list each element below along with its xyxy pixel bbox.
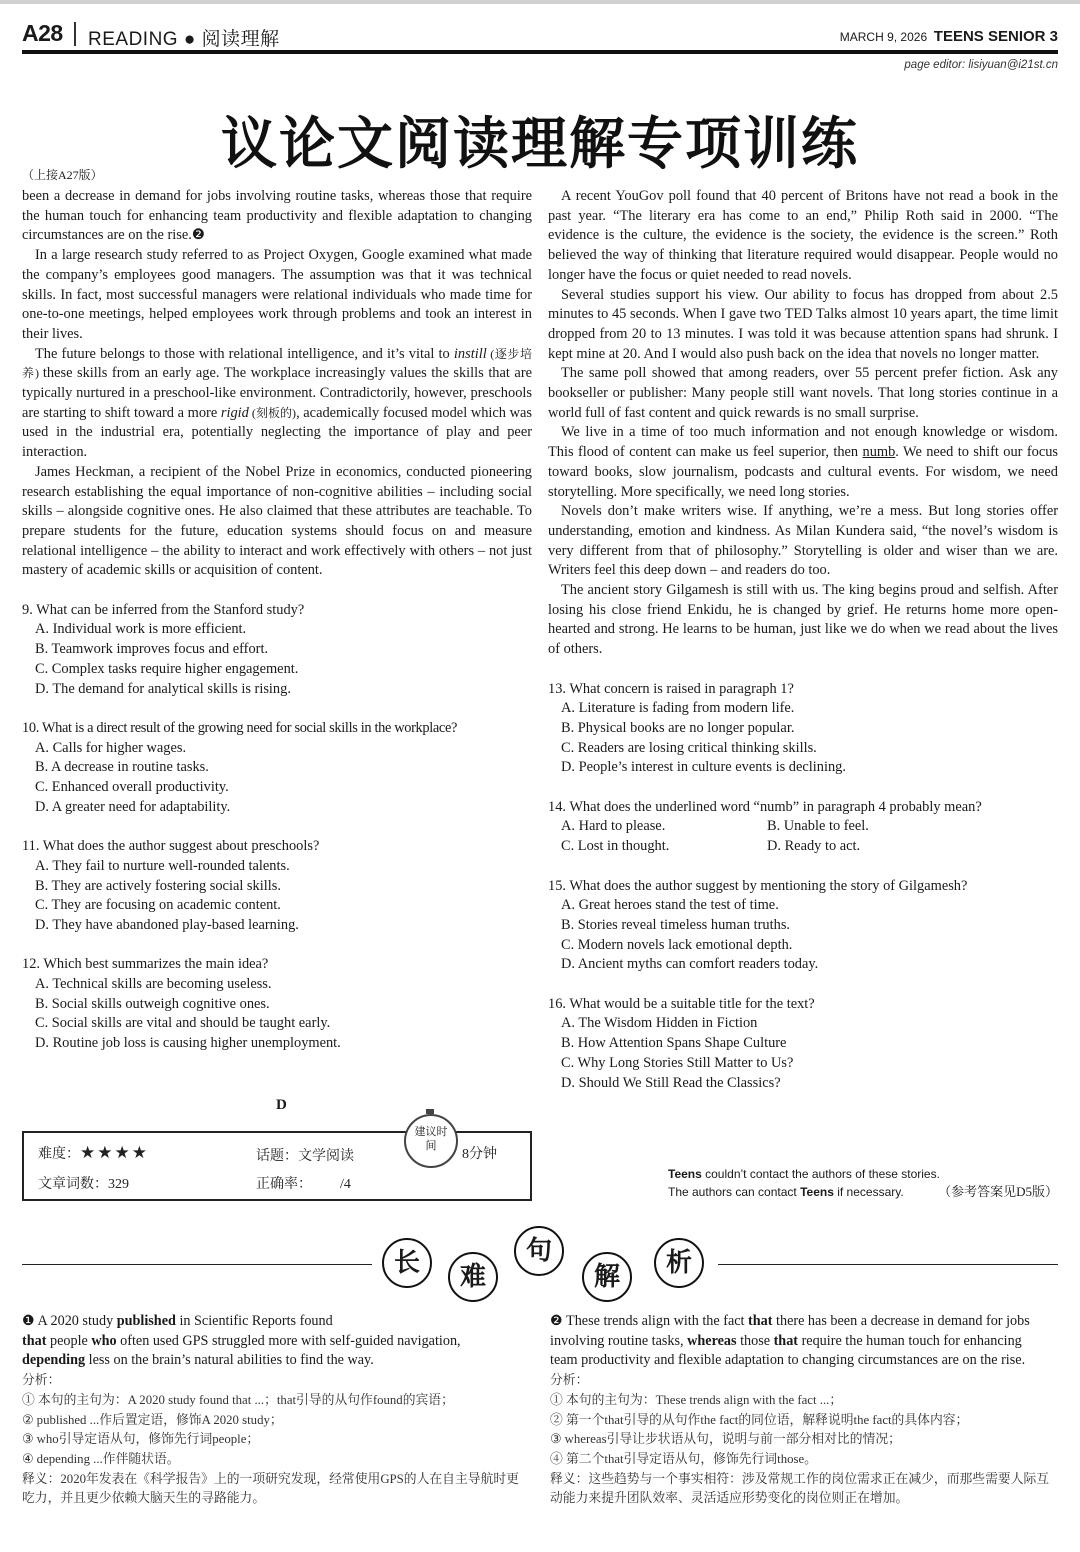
- analysis-note: ② published ...作后置定语，修饰A 2020 study；: [22, 1412, 283, 1427]
- option: B. They are actively fostering social skills.: [35, 877, 281, 894]
- option: D. Ready to act.: [767, 838, 861, 855]
- stopwatch-icon: [404, 1114, 458, 1168]
- title-char: 解: [582, 1252, 632, 1302]
- question-11: 11. What does the author suggest about preschools? A. They fail to nurture well-rounded talents. B. They are actively fostering social skills. C. They are focusing on academic content. D. They have abandoned play-based learning.: [22, 837, 532, 936]
- analysis-label: 分析：: [22, 1373, 61, 1388]
- passage-paragraph: A recent YouGov poll found that 40 percent of Britons have not read a book in the past year. “The literary era has come to an end,” Philip Roth said in 2000. “The evidence is the culture, the evidence is the society, the evidence is the screen.” Roth believed the way of thinking that literature required would disappear. People would no longer have the focus or quiet needed to read novels.: [548, 188, 1058, 283]
- option: B. Social skills outweigh cognitive ones.: [35, 995, 270, 1012]
- analysis-note: ① 本句的主句为：A 2020 study found that ...；that引导的从句作found的宾语；: [22, 1392, 454, 1407]
- issue-date: MARCH 9, 2026: [839, 30, 928, 44]
- underlined-word: numb: [862, 444, 896, 461]
- title-char: 难: [448, 1252, 498, 1302]
- passage-paragraph: The future belongs to those with relational intelligence, and it’s vital to instill (逐步培养) these skills from an early age. The workplace increasingly values the skills that are typically nurtured in a preschool-like environment. Contradictorily, however, preschools are starting to shift toward a more rigid (刻板的), academically focused model which was used in the industrial era, potentially neglecting the importance of play and peer interaction.: [22, 345, 533, 461]
- option: A. Hard to please.: [561, 818, 666, 835]
- passage-paragraph: We live in a time of too much information and not enough knowledge or wisdom. This flood of content can make us feel superior, then numb. We need to shift our focus toward books, slow journalism, podcasts and cultural events. For wisdom, we need storytelling. More specifically, we need long stories.: [548, 424, 1058, 500]
- analysis-note: ④ 第二个that引导定语从句，修饰先行词those。: [550, 1451, 817, 1466]
- word-count: 文章词数：329: [38, 1177, 129, 1192]
- option: B. Physical books are no longer popular.: [561, 719, 795, 736]
- passage-paragraph: The same poll showed that among readers, over 55 percent prefer fiction. Ask any bookseller or publisher: Many people still want novels. That long stories continue in a world full of fast content and quick rewards is no small surprise.: [548, 365, 1058, 421]
- question-15: 15. What does the author suggest by mentioning the story of Gilgamesh? A. Great heroes stand the test of time. B. Stories reveal timeless human truths. C. Modern novels lack emotional depth. D. Ancient myths can comfort readers today.: [548, 877, 1058, 976]
- option: B. Unable to feel.: [767, 818, 869, 835]
- answer-reference: （参考答案见D5版）: [938, 1184, 1058, 1199]
- translation: 释义：这些趋势与一个事实相符：涉及常规工作的岗位需求正在减少，而那些需要人际互动能力来提升团队效率、灵活适应形势变化的岗位则正在增加。: [550, 1471, 1050, 1506]
- option: B. How Attention Spans Shape Culture: [561, 1035, 787, 1052]
- option: B. Stories reveal timeless human truths.: [561, 916, 791, 933]
- title-char: 析: [654, 1238, 704, 1288]
- continued-from: （上接A27版）: [22, 168, 103, 182]
- page-editor: page editor: lisiyuan@i21st.cn: [904, 59, 1058, 71]
- accuracy: 正确率： /4: [256, 1177, 351, 1192]
- suggested-time: 8分钟: [462, 1147, 497, 1162]
- top-border: [0, 0, 1080, 4]
- example-sentence: ❶ A 2020 study published in Scientific Reports found that people who often used GPS struggled more with self-guided navigation, depending less on the brain’s natural abilities to find the way.: [22, 1313, 461, 1369]
- analysis-note: ③ who引导定语从句，修饰先行词people；: [22, 1432, 260, 1447]
- glossed-word: instill: [453, 345, 487, 362]
- option: D. The demand for analytical skills is rising.: [35, 680, 291, 697]
- option: C. They are focusing on academic content.: [35, 897, 281, 914]
- option: C. Readers are losing critical thinking skills.: [561, 739, 817, 756]
- option: D. Ancient myths can comfort readers today.: [561, 956, 819, 973]
- passage-paragraph: James Heckman, a recipient of the Nobel Prize in economics, conducted pioneering research establishing the equal importance of non-cognitive abilities – including social skills – alongside cognitive ones. He also claimed that these attributes are teachable. To prepare students for the future, education systems should focus on and measure relational intelligence – the ability to interact and work effectively with others – not just mastery of academic skills or acquisition of content.: [22, 463, 532, 579]
- option: D. They have abandoned play-based learning.: [35, 916, 299, 933]
- example-sentence: ❷ These trends align with the fact that there has been a decrease in demand for jobs involving routine tasks, whereas those that require the human touch for enhancing team productivity and flexible adaptation to changing circumstances are on the rise.: [550, 1313, 1030, 1369]
- right-column: [548, 187, 1058, 1093]
- option: A. Literature is fading from modern life.: [561, 700, 795, 717]
- sentence-analysis-2: [550, 1312, 1050, 1509]
- question-14: 14. What does the underlined word “numb” in paragraph 4 probably mean? A. Hard to please. B. Unable to feel. C. Lost in thought. D. Ready to act.: [548, 798, 1058, 857]
- question-9: 9. What can be inferred from the Stanford study? A. Individual work is more efficient. B. Teamwork improves focus and effort. C. Complex tasks require higher engagement. D. The demand for analytical skills is rising.: [22, 601, 532, 700]
- option: C. Why Long Stories Still Matter to Us?: [561, 1054, 794, 1071]
- option: D. A greater need for adaptability.: [35, 798, 231, 815]
- passage-paragraph: Novels don’t make writers wise. If anything, we’re a mess. But long stories offer understanding, emotion and kindness. As Milan Kundera said, “the novel’s wisdom is very different from that of philosophy.” Storytelling is older and wiser than we are. Writers feel this deep down – and readers do too.: [548, 503, 1058, 579]
- option: C. Modern novels lack emotional depth.: [561, 936, 793, 953]
- sentence-analysis-1: [22, 1312, 522, 1509]
- option: D. Routine job loss is causing higher unemployment.: [35, 1035, 341, 1052]
- passage-paragraph: been a decrease in demand for jobs involving routine tasks, whereas those that require the human touch for enhancing team productivity and flexible adaptation to changing circumstances are on the rise.❷: [22, 188, 532, 244]
- option: A. Great heroes stand the test of time.: [561, 897, 779, 914]
- option: A. Calls for higher wages.: [35, 739, 187, 756]
- question-10: 10. What is a direct result of the growing need for social skills in the workplace? A. Calls for higher wages. B. A decrease in routine tasks. C. Enhanced overall productivity. D. A greater need for adaptability.: [22, 719, 532, 818]
- section-label: READING ● 阅读理解: [88, 29, 280, 50]
- passage-paragraph: Several studies support his view. Our ability to focus has dropped from about 2.5 minutes to 45 seconds. When I gave two TED Talks almost 10 years apart, the time limit dropped from 20 to 13 minutes. I was told it was because attention spans had shrunk. I kept mine at 20. And I would also push back on the idea that novels no longer matter.: [548, 286, 1058, 362]
- page-title: 议论文阅读理解专项训练: [221, 112, 859, 177]
- option: C. Complex tasks require higher engagement.: [35, 660, 299, 677]
- copyright-note: Teens couldn’t contact the authors of these stories. The authors can contact Teens if necessary. （参考答案见D5版）: [668, 1167, 1058, 1199]
- left-column: [22, 187, 532, 1054]
- page-number: A28: [22, 20, 63, 46]
- analysis-note: ① 本句的主句为：These trends align with the fact ...；: [550, 1392, 843, 1407]
- section-letter: D: [276, 1097, 287, 1113]
- time-label: 建议时间: [414, 1126, 448, 1152]
- analysis-label: 分析：: [550, 1373, 589, 1388]
- passage-paragraph: The ancient story Gilgamesh is still with us. The king begins proud and selfish. After losing his close friend Enkidu, he is changed by grief. He returns home more open-hearted and strong. He learns to be human, just like we do when we read about the lives of others.: [548, 582, 1058, 658]
- banner-rule-left: [22, 1264, 372, 1265]
- header-rule: [22, 50, 1058, 54]
- option: B. A decrease in routine tasks.: [35, 759, 209, 776]
- option: D. People’s interest in culture events is declining.: [561, 759, 846, 776]
- banner-rule-right: [718, 1264, 1058, 1265]
- option: A. The Wisdom Hidden in Fiction: [561, 1015, 758, 1032]
- passage-paragraph: In a large research study referred to as Project Oxygen, Google examined what made the company’s employees good managers. The assumption was that it was technical skills. In fact, most successful managers were relational individuals who made time for one-to-one meetings, helped employees work through problems and took an interest in their lives.: [22, 247, 532, 342]
- question-13: 13. What concern is raised in paragraph 1? A. Literature is fading from modern life. B. Physical books are no longer popular. C. Readers are losing critical thinking skills. D. People’s interest in culture events is declining.: [548, 680, 1058, 779]
- glossed-word: rigid: [220, 404, 249, 421]
- option: C. Lost in thought.: [561, 838, 670, 855]
- title-char: 句: [514, 1226, 564, 1276]
- analysis-note: ③ whereas引导让步状语从句，说明与前一部分相对比的情况；: [550, 1432, 901, 1447]
- title-char: 长: [382, 1238, 432, 1288]
- star-rating: ★★★★: [80, 1143, 149, 1162]
- option: A. Individual work is more efficient.: [35, 621, 247, 638]
- question-16: 16. What would be a suitable title for the text? A. The Wisdom Hidden in Fiction B. How Attention Spans Shape Culture C. Why Long Stories Still Matter to Us? D. Should We Still Read the Classics?: [548, 995, 1058, 1094]
- option: B. Teamwork improves focus and effort.: [35, 641, 269, 658]
- question-12: 12. Which best summarizes the main idea? A. Technical skills are becoming useless. B. Social skills outweigh cognitive ones. C. Social skills are vital and should be taught early. D. Routine job loss is causing higher unemployment.: [22, 955, 532, 1054]
- dateline: [840, 28, 1058, 45]
- analysis-note: ④ depending ...作伴随状语。: [22, 1451, 180, 1466]
- option: C. Enhanced overall productivity.: [35, 779, 229, 796]
- option: A. They fail to nurture well-rounded talents.: [35, 857, 290, 874]
- option: C. Social skills are vital and should be taught early.: [35, 1015, 331, 1032]
- paper-name: TEENS SENIOR 3: [933, 28, 1058, 45]
- analysis-note: ② 第一个that引导的从句作the fact的同位语，解释说明the fact的具体内容；: [550, 1412, 969, 1427]
- option: D. Should We Still Read the Classics?: [561, 1074, 781, 1091]
- topic: 话题：文学阅读: [256, 1149, 354, 1164]
- option: A. Technical skills are becoming useless.: [35, 976, 272, 993]
- header-divider: [74, 22, 76, 46]
- translation: 释义：2020年发表在《科学报告》上的一项研究发现，经常使用GPS的人在自主导航时更吃力，并且更少依赖大脑天生的寻路能力。: [22, 1471, 519, 1506]
- difficulty: 难度：★★★★: [38, 1143, 149, 1162]
